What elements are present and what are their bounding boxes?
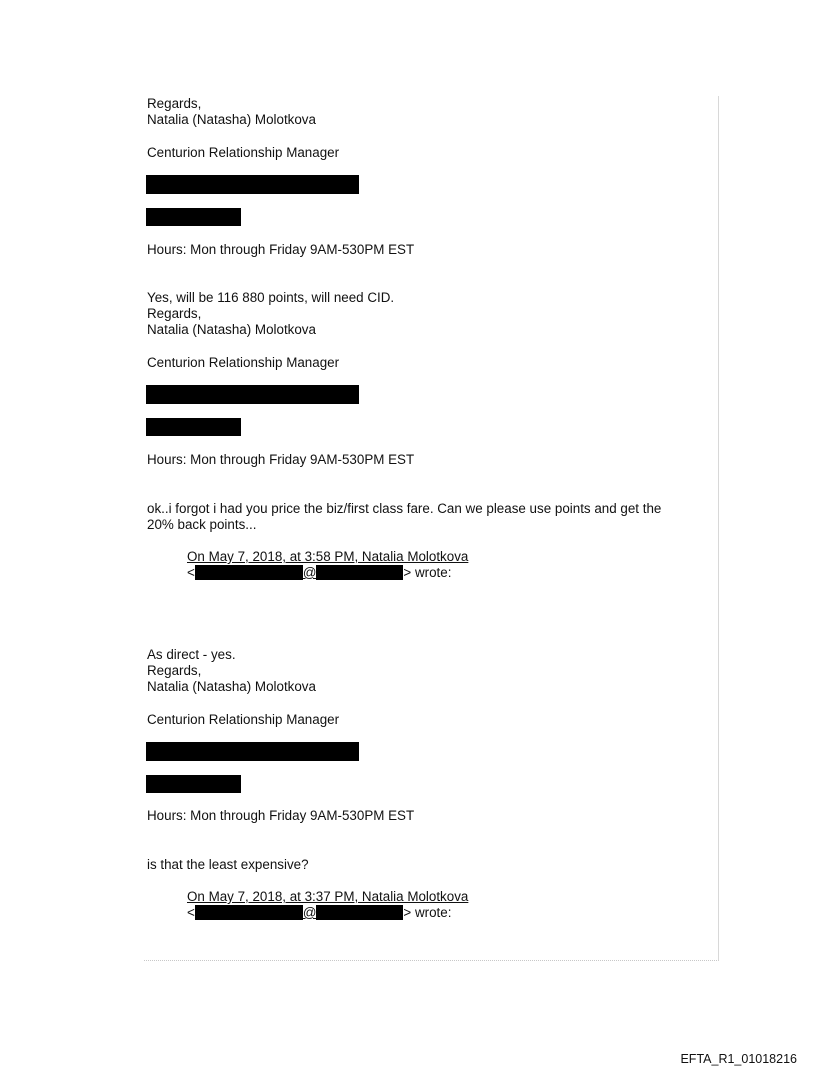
quote-at-sign: @ (302, 905, 317, 920)
redaction-block (146, 208, 241, 226)
quote-header (187, 889, 468, 905)
sender-name: Natalia (Natasha) Molotkova (147, 679, 316, 694)
redaction-block (146, 775, 241, 793)
redaction-block (316, 905, 403, 920)
redaction-block (195, 905, 303, 920)
quote-close-text: > wrote: (403, 565, 452, 580)
quote-open-bracket: < (187, 565, 195, 580)
reply-text: As direct - yes. (147, 647, 236, 662)
quote-open-bracket: < (187, 905, 195, 920)
quote-at-sign: @ (302, 565, 317, 580)
redaction-block (146, 418, 241, 436)
sender-title: Centurion Relationship Manager (147, 712, 340, 727)
redaction-block (316, 565, 403, 580)
regards-text: Regards, (147, 663, 202, 678)
sender-title: Centurion Relationship Manager (147, 145, 340, 160)
reply-text: is that the least expensive? (147, 857, 309, 872)
sender-name: Natalia (Natasha) Molotkova (147, 322, 316, 337)
quote-header-text: On May 7, 2018, at 3:58 PM, Natalia Molotkova (187, 549, 469, 564)
reply-text: ok..i forgot i had you price the biz/first class fare. Can we please use points and get the (147, 501, 662, 516)
hours-text: Hours: Mon through Friday 9AM-530PM EST (147, 452, 415, 467)
redaction-block (146, 385, 359, 404)
redaction-block (195, 565, 303, 580)
document-id: EFTA_R1_01018216 (680, 1052, 797, 1066)
quote-address (187, 905, 451, 921)
quote-header (187, 549, 468, 565)
reply-text: 20% back points... (147, 517, 257, 532)
hours-text: Hours: Mon through Friday 9AM-530PM EST (147, 242, 415, 257)
sender-title: Centurion Relationship Manager (147, 355, 340, 370)
regards-text: Regards, (147, 96, 202, 111)
regards-text: Regards, (147, 306, 202, 321)
quote-address (187, 565, 451, 581)
reply-text: Yes, will be 116 880 points, will need CID. (147, 290, 395, 305)
quote-header-text: On May 7, 2018, at 3:37 PM, Natalia Molotkova (187, 889, 469, 904)
hours-text: Hours: Mon through Friday 9AM-530PM EST (147, 808, 415, 823)
quote-close-text: > wrote: (403, 905, 452, 920)
sender-name: Natalia (Natasha) Molotkova (147, 112, 316, 127)
redaction-block (146, 742, 359, 761)
redaction-block (146, 175, 359, 194)
